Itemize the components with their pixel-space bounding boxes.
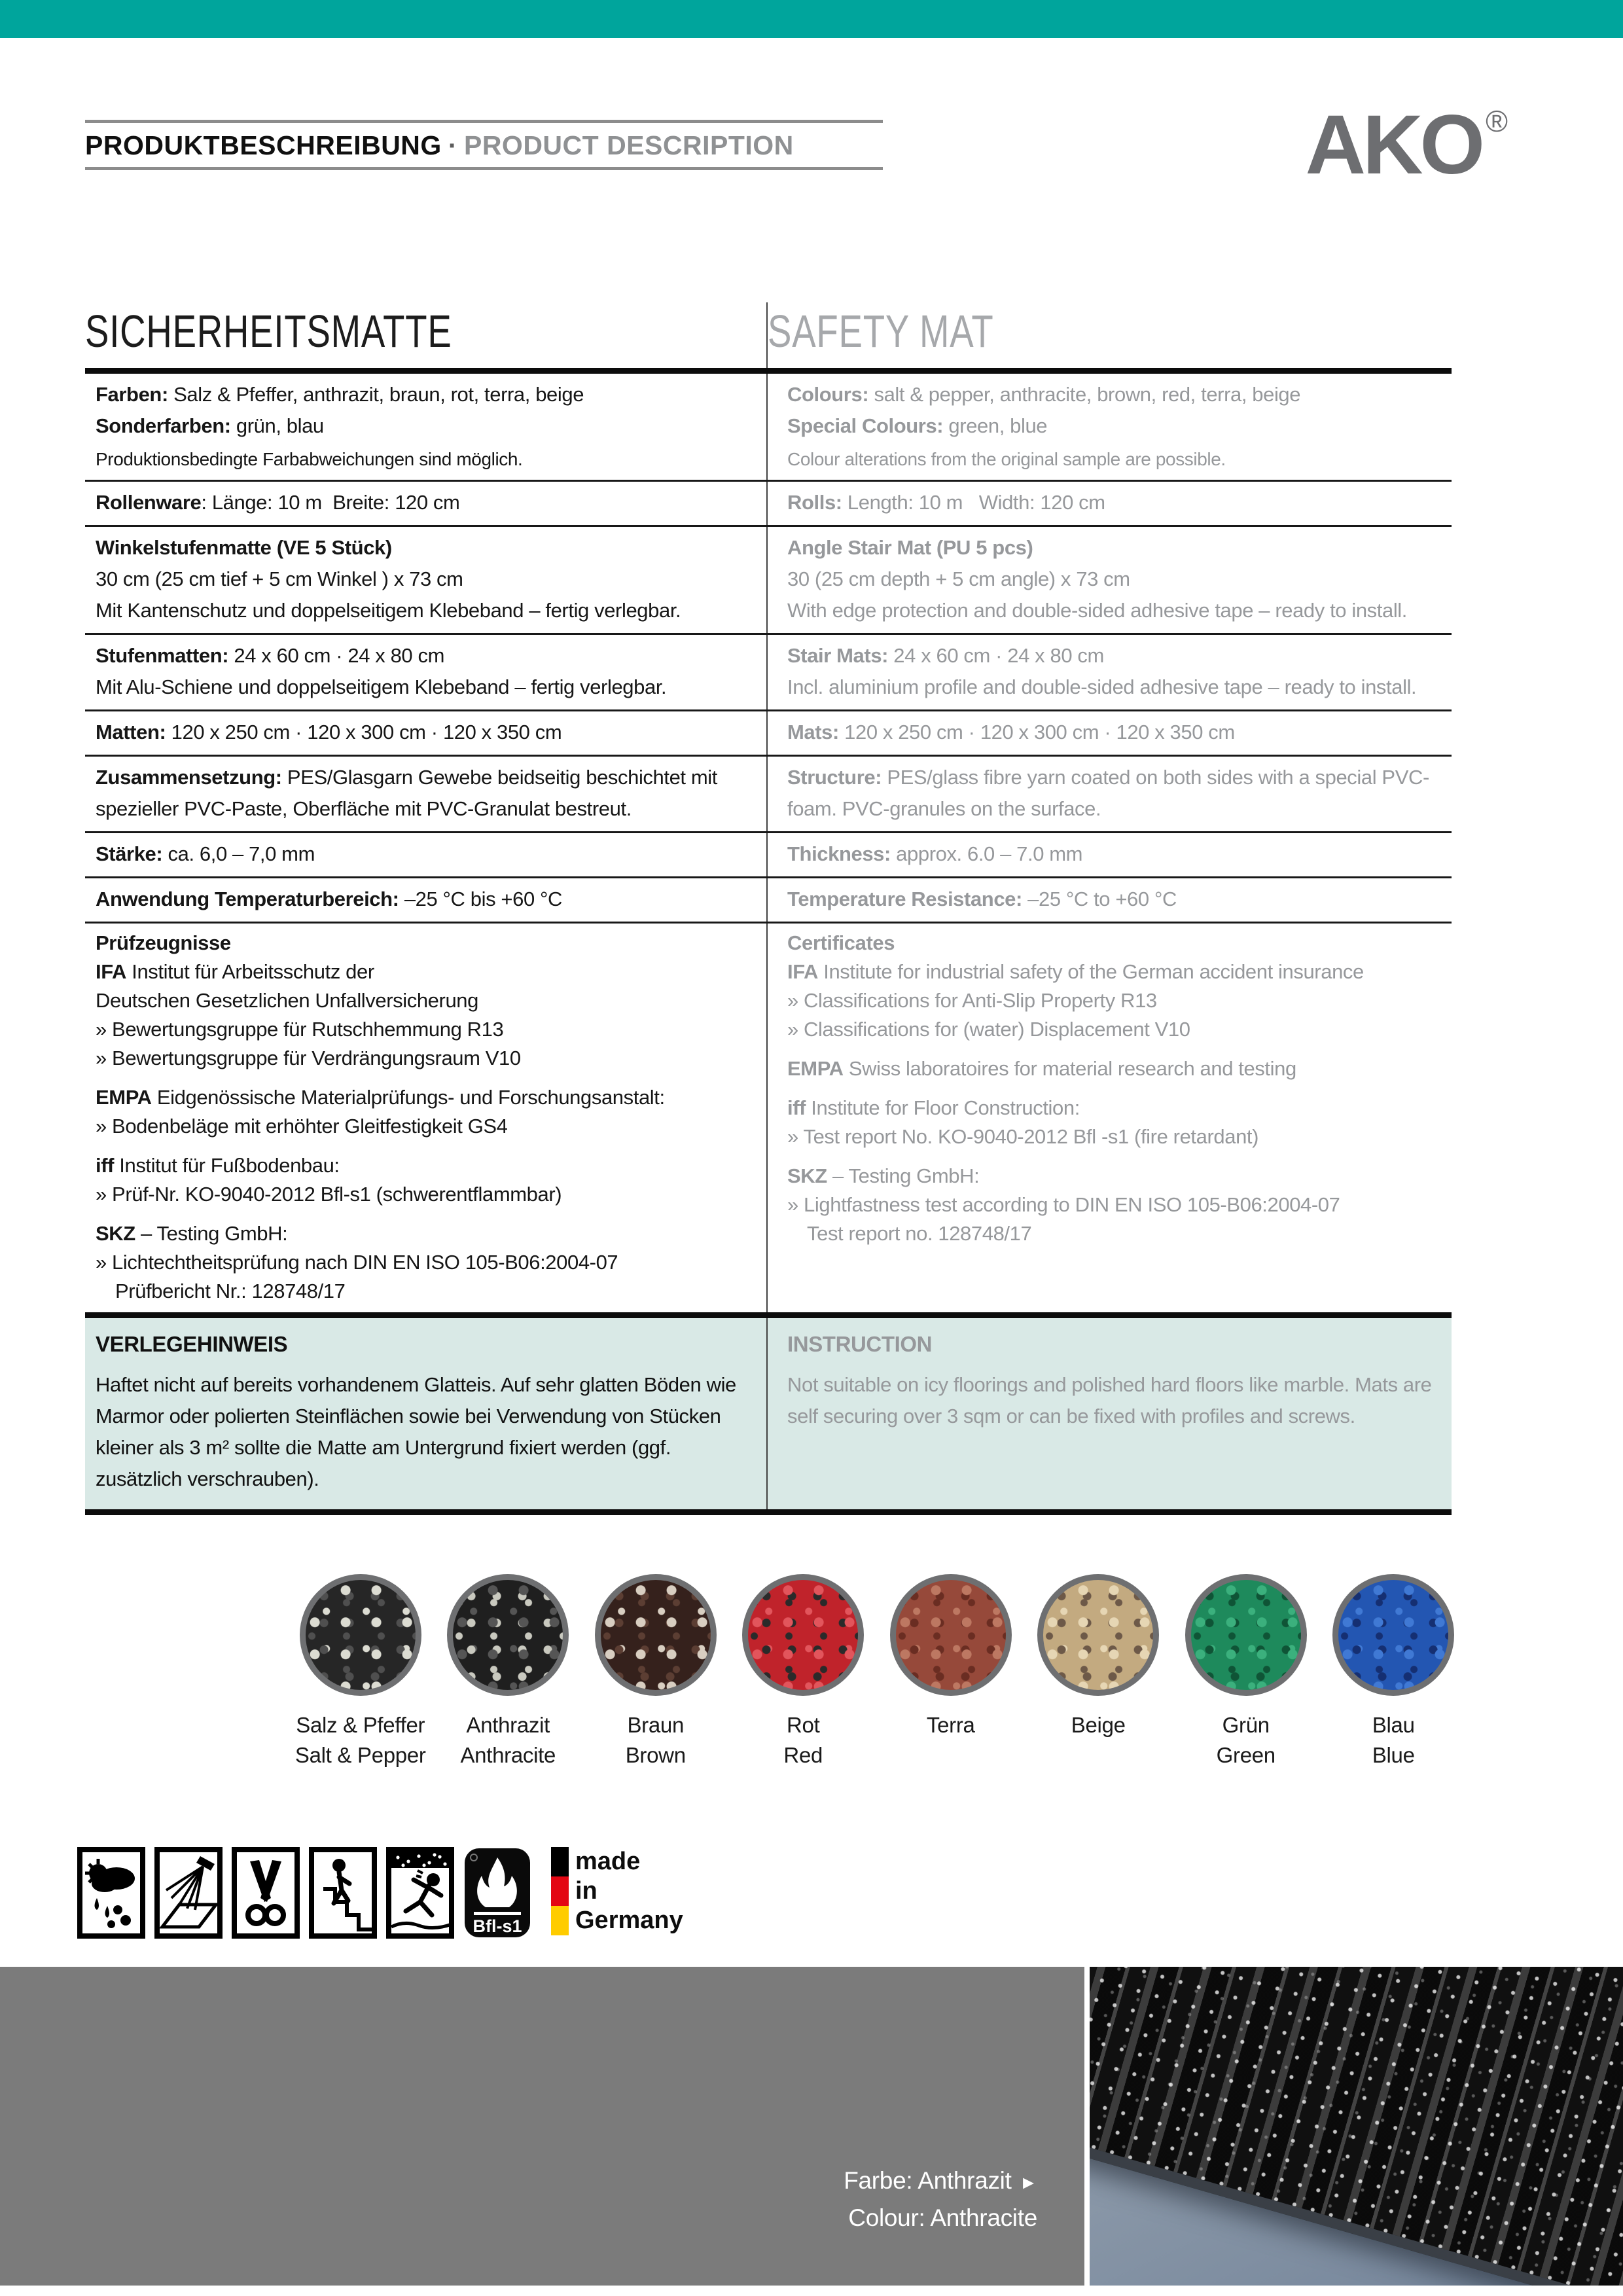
stairs-icon [309,1847,377,1939]
text-line: » Bewertungsgruppe für Rutschhemmung R13 [96,1018,504,1041]
swatch-label-en: Blue [1372,1743,1415,1767]
line-gap [787,1151,1446,1162]
pictogram-row [77,1847,683,1939]
text-line: » Bewertungsgruppe für Verdrängungsraum V10 [96,1047,521,1069]
page-title-de: PRODUKTBESCHREIBUNG [85,130,442,160]
text-line: » Lightfastness test according to DIN EN ISO 105-B06:2004-07 [787,1193,1340,1216]
color-swatch [287,1574,435,1770]
table-cell-en [768,833,1452,876]
line-gap [96,1209,757,1219]
swatch-label-de: Blau [1372,1713,1415,1737]
swatch-label-de: Beige [1071,1713,1126,1737]
swatch-label-en: Red [783,1743,823,1767]
color-swatch [730,1574,878,1770]
text-line: 30 (25 cm depth + 5 cm angle) x 73 cm [787,567,1130,590]
table-row [85,922,1452,1312]
text-line: Deutschen Gesetzlichen Unfallversicherung [96,989,478,1012]
text-line: Thickness: approx. 6.0 – 7.0 mm [787,842,1083,865]
text-line: With edge protection and double-sided adhesive tape – ready to install. [787,599,1408,622]
photo-caption [844,2163,1037,2236]
text-line: Stair Mats: 24 x 60 cm · 24 x 80 cm [787,644,1104,667]
table-row [85,755,1452,831]
footer-band [0,1967,1084,2286]
line-gap [96,1073,757,1083]
text-line: Angle Stair Mat (PU 5 pcs) [787,536,1033,559]
text-line: IFA Institute for industrial safety of the German accident insurance [787,960,1364,983]
table-cell-en [768,924,1452,1312]
color-swatch [582,1574,730,1770]
german-flag-icon [551,1847,569,1935]
photo-caption-en: Colour: Anthracite [848,2204,1037,2231]
page-title [85,130,883,161]
swatch-label-en: Green [1216,1743,1275,1767]
installation-notice [85,1312,1452,1515]
table-row [85,525,1452,633]
text-line: Mit Alu-Schiene und doppelseitigem Klebeband – fertig verlegbar. [96,675,667,698]
text-line: Rolls: Length: 10 m Width: 120 cm [787,491,1105,514]
table-row [85,709,1452,755]
swatch-label-en: Salt & Pepper [294,1743,426,1767]
scissors-cuttable-icon [232,1847,300,1939]
text-line: » Classifications for Anti-Slip Property R13 [787,989,1157,1012]
page-header [85,120,883,170]
swatch-photo [1185,1574,1307,1696]
line-gap [787,1044,1446,1054]
text-line: SKZ – Testing GmbH: [96,1222,288,1245]
arrow-right-icon: ► [1019,2172,1037,2193]
table-row [85,876,1452,922]
notice-title-de: VERLEGEHINWEIS [96,1332,288,1356]
swatch-photo [890,1574,1012,1696]
color-swatch [877,1574,1025,1770]
text-line: Produktionsbedingte Farbabweichungen sind möglich. [96,449,523,469]
color-swatches [287,1574,1467,1770]
page-title-en: PRODUCT DESCRIPTION [463,130,794,160]
table-title-en: SAFETY MAT [768,306,994,357]
made-in-line: made [575,1848,641,1875]
text-line: EMPA Eidgenössische Materialprüfungs- und Forschungsanstalt: [96,1086,665,1109]
swatch-photo [1332,1574,1454,1696]
table-title-en-cell [768,302,1452,368]
flag-red [551,1876,569,1906]
swatch-label-en: Anthracite [460,1743,556,1767]
notice-title-en: INSTRUCTION [787,1332,933,1356]
table-cell-en [768,757,1452,831]
text-line: Prüfbericht Nr.: 128748/17 [115,1280,346,1302]
text-line: Temperature Resistance: –25 °C to +60 °C [787,888,1177,910]
text-line: » Bodenbeläge mit erhöhter Gleitfestigkeit GS4 [96,1115,508,1138]
notice-body-de: Haftet nicht auf bereits vorhandenem Glatteis. Auf sehr glatten Böden wie Marmor oder polierten Steinflächen sowie bei Verwendung von Stücken kleiner als 3 m² sollte die Matte am Untergrund fixiert werden (ggf. zusätzlich verschrauben). [96,1373,736,1490]
brand-logo [1306,97,1508,193]
brand-logo-text: AKO [1305,98,1482,192]
table-cell-de [85,878,768,922]
table-cell-en [768,635,1452,709]
table-cell-de [85,924,768,1312]
table-row [85,374,1452,480]
fire-rating-label: Bfl-s1 [473,1916,522,1936]
text-line: Mats: 120 x 250 cm · 120 x 300 cm · 120 x 350 cm [787,721,1235,744]
table-row [85,633,1452,709]
caption-text-de: Farbe: Anthrazit [844,2167,1012,2194]
made-in-germany-text [575,1847,683,1935]
table-cell-en [768,482,1452,525]
color-swatch [435,1574,582,1770]
text-line: 30 cm (25 cm tief + 5 cm Winkel ) x 73 cm [96,567,463,590]
product-photo [1090,1967,1623,2286]
fire-rating-icon [463,1847,531,1939]
color-swatch [1172,1574,1320,1770]
flag-black [551,1847,569,1876]
notice-body-en: Not suitable on icy floorings and polished hard floors like marble. Mats are self securing over 3 sqm or can be fixed with profiles and screws. [787,1373,1432,1427]
swatch-label-de: Grün [1222,1713,1270,1737]
text-line: SKZ – Testing GmbH: [787,1164,980,1187]
table-cell-en [768,527,1452,633]
text-line: » Test report No. KO-9040-2012 Bfl -s1 (fire retardant) [787,1125,1259,1148]
text-line: Colours: salt & pepper, anthracite, brown, red, terra, beige [787,383,1301,406]
mat-texture [1090,1967,1623,2286]
product-table [85,302,1452,1515]
text-line: Zusammensetzung: PES/Glasgarn Gewebe beidseitig beschichtet mit spezieller PVC-Paste, Oberfläche mit PVC-Granulat bestreut. [96,766,723,820]
swatch-label-en: Brown [625,1743,686,1767]
weather-resistant-icon [77,1847,145,1939]
text-line: Rollenware: Länge: 10 m Breite: 120 cm [96,491,460,514]
swatch-label-de: Anthrazit [466,1713,550,1737]
table-rows [85,374,1452,1312]
text-line: Stärke: ca. 6,0 – 7,0 mm [96,842,315,865]
table-row [85,480,1452,525]
swatch-photo [595,1574,717,1696]
table-cell-de [85,711,768,755]
swatch-photo [300,1574,421,1696]
table-cell-de [85,757,768,831]
title-separator-dot: · [448,130,457,160]
text-line: Incl. aluminium profile and double-sided adhesive tape – ready to install. [787,675,1417,698]
text-line: Farben: Salz & Pfeffer, anthrazit, braun, rot, terra, beige [96,383,584,406]
swatch-photo [447,1574,569,1696]
teal-top-bar [0,0,1623,38]
text-line: Prüfzeugnisse [96,931,231,954]
text-line: Anwendung Temperaturbereich: –25 °C bis +60 °C [96,888,562,910]
text-line: EMPA Swiss laboratoires for material research and testing [787,1057,1296,1080]
made-in-line: in [575,1877,597,1905]
table-cell-de [85,635,768,709]
text-line: Stufenmatten: 24 x 60 cm · 24 x 80 cm [96,644,444,667]
text-line: Colour alterations from the original sample are possible. [787,449,1226,469]
line-gap [96,1141,757,1151]
color-swatch [1320,1574,1468,1770]
table-cell-en [768,711,1452,755]
text-line: Test report no. 128748/17 [807,1222,1032,1245]
swatch-photo [742,1574,864,1696]
color-swatch [1025,1574,1173,1770]
swatch-label-de: Rot [787,1713,820,1737]
anti-slip-icon [386,1847,454,1939]
made-in-line: Germany [575,1907,683,1934]
text-line: Matten: 120 x 250 cm · 120 x 300 cm · 120 x 350 cm [96,721,562,744]
table-title-de: SICHERHEITSMATTE [85,306,452,357]
notice-cell-en [768,1318,1452,1509]
text-line: Special Colours: green, blue [787,414,1048,437]
text-line: » Prüf-Nr. KO-9040-2012 Bfl-s1 (schwerentflammbar) [96,1183,562,1206]
made-in-germany [551,1847,683,1935]
table-cell-de [85,482,768,525]
text-line: » Classifications for (water) Displacement V10 [787,1018,1190,1041]
table-cell-en [768,878,1452,922]
photo-caption-de [844,2163,1037,2200]
notice-cell-de [85,1318,768,1509]
flag-gold [551,1906,569,1935]
text-line: Winkelstufenmatte (VE 5 Stück) [96,536,392,559]
table-title-row [85,302,1452,374]
line-gap [787,1083,1446,1094]
table-title-de-cell [85,302,768,368]
text-line: Structure: PES/glass fibre yarn coated on both sides with a special PVC-foam. PVC-granules on the surface. [787,766,1429,820]
table-cell-de [85,527,768,633]
text-line: » Lichtechtheitsprüfung nach DIN EN ISO 105-B06:2004-07 [96,1251,618,1274]
washable-spray-icon [154,1847,223,1939]
swatch-label-de: Salz & Pfeffer [296,1713,425,1737]
swatch-label-de: Terra [926,1713,975,1737]
table-cell-de [85,833,768,876]
text-line: Sonderfarben: grün, blau [96,414,324,437]
text-line: iff Institute for Floor Construction: [787,1096,1080,1119]
text-line: iff Institut für Fußbodenbau: [96,1154,340,1177]
swatch-photo [1037,1574,1159,1696]
table-cell-de [85,374,768,480]
table-row [85,831,1452,876]
text-line: Mit Kantenschutz und doppelseitigem Klebeband – fertig verlegbar. [96,599,681,622]
swatch-label-de: Braun [627,1713,685,1737]
text-line: IFA Institut für Arbeitsschutz der [96,960,374,983]
text-line: Certificates [787,931,895,954]
table-cell-en [768,374,1452,480]
registered-trademark-icon: ® [1486,104,1508,138]
